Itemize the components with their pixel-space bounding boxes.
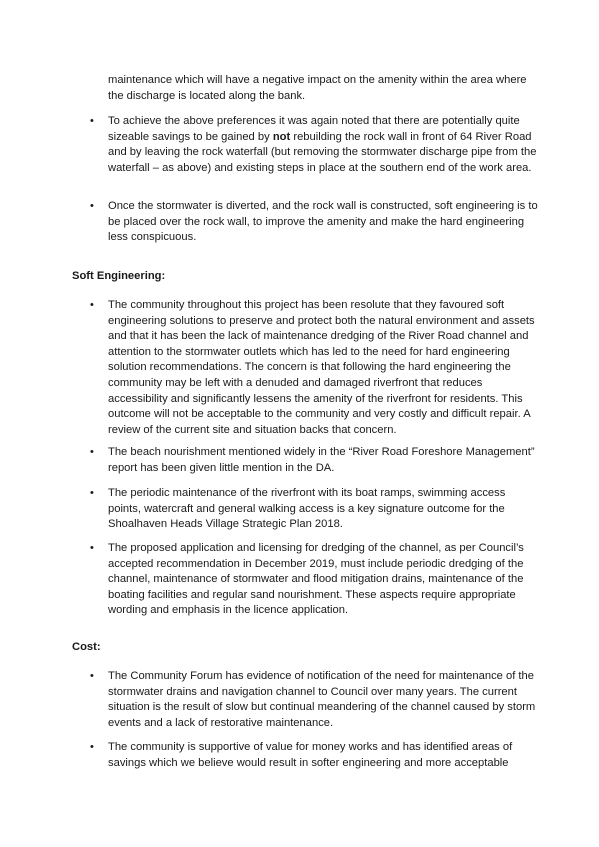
bold-emphasis: not (272, 130, 291, 143)
bullet-marker: • (90, 115, 94, 127)
text-span: rebuilding the rock wall in front of 64 River Road and by leaving the rock waterfall (but removing the stormwater discharge pipe from the waterfall – as above) and existing steps in place at the southern end of the work area. (108, 130, 537, 174)
bullet-marker: • (90, 670, 94, 682)
bullet-community-forum: The Community Forum has evidence of notification of the need for maintenance of the stormwater drains and navigation channel to Council over many years. The current situation is the result of slow but continual meandering of the channel caused by storm events and a lack of restorative maintenance. (108, 670, 536, 729)
bullet-dredging-licence: The proposed application and licensing for dredging of the channel, as per Council’s accepted recommendation in December 2019, must include periodic dredging of the channel, maintenance of stormwater and flood mitigation drains, maintenance of the boating facilities and regular sand nourishment. These aspects require appropriate wording and emphasis in the licence application. (108, 542, 524, 617)
heading-cost: Cost: (72, 641, 101, 653)
bullet-beach-nourishment: The beach nourishment mentioned widely in the “River Road Foreshore Management” report has been given little mention in the DA. (108, 446, 535, 474)
bullet-community-resolute: The community throughout this project has been resolute that they favoured soft engineering solutions to preserve and protect both the natural environment and assets and that it has been the lack of maintenance dredging of the River Road channel and attention to the stormwater outlets which has led to the need for hard engineering solution recommendations. The concern is that following the hard engineering the community may be left with a denuded and damaged riverfront that reduces accessibility and significantly lessens the amenity of the riverfront for residents. This outcome will not be acceptable to the community and very costly and difficult repair. A review of the current site and situation backs that concern. (108, 299, 535, 436)
bullet-marker: • (90, 446, 94, 458)
bullet-marker: • (90, 741, 94, 753)
continuation-paragraph: maintenance which will have a negative impact on the amenity within the area where the discharge is located along the bank. (108, 74, 527, 102)
heading-soft-engineering: Soft Engineering: (72, 270, 166, 282)
bullet-marker: • (90, 487, 94, 499)
bullet-marker: • (90, 299, 94, 311)
bullet-marker: • (90, 542, 94, 554)
bullet-stormwater-diverted: Once the stormwater is diverted, and the rock wall is constructed, soft engineering is to be placed over the rock wall, to improve the amenity and make the hard engineering less conspicuous. (108, 200, 538, 244)
text-span: To achieve the above preferences it was again noted that there are potentially quite sizeable savings to be gained by (108, 115, 520, 143)
bullet-marker: • (90, 200, 94, 212)
bullet-savings-rock-wall (108, 114, 538, 176)
bullet-periodic-maintenance: The periodic maintenance of the riverfront with its boat ramps, swimming access points, watercraft and general walking access is a key signature outcome for the Shoalhaven Heads Village Strategic Plan 2018. (108, 487, 506, 531)
bullet-value-for-money: The community is supportive of value for money works and has identified areas of savings which we believe would result in softer engineering and more acceptable (108, 741, 513, 769)
